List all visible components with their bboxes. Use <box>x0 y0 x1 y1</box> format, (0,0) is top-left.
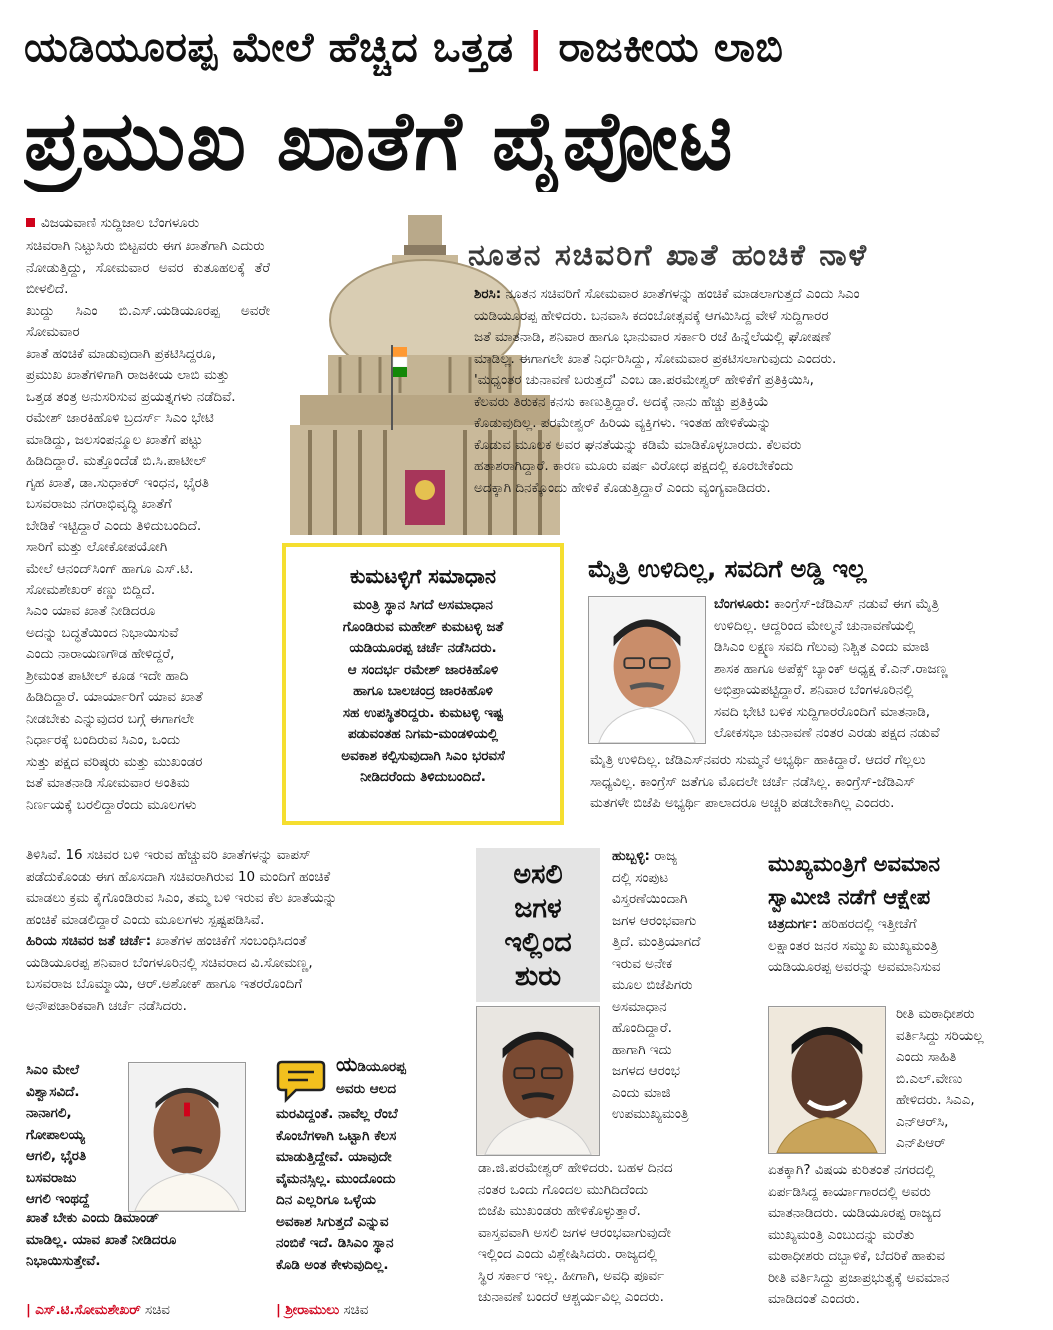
main-line: ನೋಡುತ್ತಿದ್ದು, ಸೋಮವಾರ ಅವರ ಕುತೂಹಲಕ್ಕೆ ತೆರೆ ಬೀಳಲಿದೆ. <box>26 259 270 297</box>
hubli-lead: ಹುಬ್ಬಳ್ಳಿ: <box>612 848 650 864</box>
main-line: ಸಿಎಂ ಯಾವ ಖಾತೆ ನೀಡಿದರೂ <box>26 603 156 619</box>
sriramulu-quote-lead <box>336 1054 470 1100</box>
hubli-line: ರಾಜ್ಯ <box>649 848 678 864</box>
sirsi-line: ಜತೆ ಮಾತನಾಡಿ, ಶನಿವಾರ ಹಾಗೂ ಭಾನುವಾರ ಸರ್ಕಾರಿ ರಜೆ ಹಿನ್ನೆಲೆಯಲ್ಲಿ ಘೋಷಣೆ <box>474 329 831 345</box>
subhead-line <box>26 931 450 953</box>
cm-line: ರೀತಿ ವರ್ತಿಸಿದ್ದು ಪ್ರಜಾಪ್ರಭುತ್ವಕ್ಕೆ ಅವಮಾನ <box>768 1269 950 1286</box>
subhead: ಹಿರಿಯ ಸಚಿವರ ಜತೆ ಚರ್ಚೆ: <box>26 933 152 949</box>
quote-line: ನಿಭಾಯಿಸುತ್ತೇವೆ. <box>26 1253 101 1269</box>
cm-line: ಏತಕ್ಕಾಗಿ? ವಿಷಯ ಕುರಿತಂತೆ ನಗರದಲ್ಲಿ <box>768 1162 935 1178</box>
main-line: ತಿಳಿಸಿವೆ. 16 ಸಚಿವರ ಬಳಿ ಇರುವ ಹೆಚ್ಚುವರಿ ಖಾತೆಗಳನ್ನು ವಾಪಸ್ <box>26 847 311 863</box>
quote-line: ನಂಬಿಕೆ ಇದೆ. ಡಿಸಿಎಂ ಸ್ಥಾನ <box>276 1235 394 1251</box>
supertitle-separator: | <box>528 23 544 71</box>
sirsi-line: 'ಮಧ್ಯಂತರ ಚುನಾವಣೆ ಬರುತ್ತದೆ' ಎಂಬ ಡಾ.ಪರಮೇಶ್ವರ್ ಹೇಳಿಕೆಗೆ ಪ್ರತಿಕ್ರಿಯಿಸಿ, <box>474 372 814 388</box>
hubli-story-body <box>612 846 752 1126</box>
hubli-line: ಅಸಮಾಧಾನ <box>612 998 667 1015</box>
cm-line: ಮಠಾಧೀಶರು ದಬ್ಬಾಳಿಕೆ, ಬೆದರಿಕೆ ಹಾಕುವ <box>768 1248 945 1264</box>
sirsi-line: ಕೊಡುವುದಿಲ್ಲ. ಪರಮೇಶ್ವರ್ ಹಿರಿಯ ವ್ಯಕ್ತಿಗಳು. ಇಂತಹ ಹೇಳಿಕೆಯನ್ನು <box>474 415 772 431</box>
main-line: ಖುದ್ದು ಸಿಎಂ ಬಿ.ಎಸ್.ಯಡಿಯೂರಪ್ಪ ಅವರೇ ಸೋಮವಾರ <box>26 302 270 340</box>
quote-line: ಸಿಎಂ ಮೇಲೆ <box>26 1062 80 1078</box>
maitri-line: ಅಭಿಪ್ರಾಯಪಟ್ಟಿದ್ದಾರೆ. ಶನಿವಾರ ಬೆಂಗಳೂರಿನಲ್ಲಿ <box>714 682 914 698</box>
cm-line: ಬಿ.ಎಲ್.ವೇಣು <box>896 1070 963 1087</box>
main-line: ಒತ್ತಡ ತಂತ್ರ ಅನುಸರಿಸುವ ಪ್ರಯತ್ನಗಳು ನಡೆದಿವೆ. <box>26 388 236 405</box>
sirsi-line: ಯಡಿಯೂರಪ್ಪ ಹೇಳಿದರು. ಬನವಾಸಿ ಕದಂಬೋತ್ಸವಕ್ಕೆ ಆಗಮಿಸಿದ್ದ ವೇಳೆ ಸುದ್ದಿಗಾರರ <box>474 307 829 324</box>
main-line: ಬಸವರಾಜ ಬೊಮ್ಮಾಯಿ, ಆರ್.ಅಶೋಕ್ ಹಾಗೂ ಇತರರೊಂದಿಗೆ <box>26 976 303 992</box>
hubli-title-line: ಶುರು <box>514 961 562 992</box>
somashekar-photo <box>128 1062 246 1212</box>
quote-line: ಆಗಲಿ, ಭೈರತಿ <box>26 1148 87 1164</box>
main-line: ರಮೇಶ್ ಜಾರಕಿಹೊಳಿ ಬ್ರದರ್ಸ್ ಸಿಎಂ ಭೇಟಿ <box>26 410 214 426</box>
sirsi-line: ಅದಕ್ಕಾಗಿ ದಿನಕ್ಕೊಂದು ಹೇಳಿಕೆ ಕೊಡುತ್ತಿದ್ದಾರೆ ಎಂದು ವ್ಯಂಗ್ಯವಾಡಿದರು. <box>474 479 771 496</box>
maitri-line: ಲೋಕಸಭಾ ಚುನಾವಣೆ ನಂತರ ಎರಡು ಪಕ್ಷದ ನಡುವೆ <box>714 725 940 741</box>
quote-line: ಗೋಪಾಲಯ್ಯ <box>26 1126 85 1143</box>
maitri-story-body <box>714 594 1030 745</box>
quote-line: ಕೊಂಬೆಗಳಾಗಿ ಒಟ್ಟಾಗಿ ಕೆಲಸ <box>276 1127 397 1144</box>
main-line: ನೀಡಬೇಕು ಎನ್ನುವುದರ ಬಗ್ಗೆ ಈಗಾಗಲೇ <box>26 710 195 727</box>
parameshwar-photo <box>476 1006 600 1156</box>
box-line: ಮಂತ್ರಿ ಸ್ಥಾನ ಸಿಗದೆ ಅಸಮಾಧಾನ <box>353 597 493 613</box>
hubli-line: ಇಲ್ಲಿಂದ ಎಂದು ವಿಶ್ಲೇಷಿಸಿದರು. ರಾಜ್ಯದಲ್ಲಿ <box>478 1246 657 1262</box>
cm-story-body <box>768 914 1030 979</box>
supertitle-left: ಯಡಿಯೂರಪ್ಪ ಮೇಲೆ ಹೆಚ್ಚಿದ ಒತ್ತಡ <box>24 23 514 71</box>
quote-line: ಡಿಯೂರಪ್ಪ <box>357 1059 406 1075</box>
main-line: ಸಚಿವರಾಗಿ ನಿಟ್ಟುಸಿರು ಬಿಟ್ಟವರು ಈಗ ಖಾತೆಗಾಗಿ ಎದುರು <box>26 238 265 254</box>
main-line: ಮಾಡಿದ್ದು, ಜಲಸಂಪನ್ಮೂಲ ಖಾತೆಗೆ ಪಟ್ಟು <box>26 431 203 448</box>
dateline <box>26 214 199 232</box>
cm-line: ಏರ್ಪಡಿಸಿದ್ದ ಕಾರ್ಯಾಗಾರದಲ್ಲಿ ಅವರು <box>768 1183 931 1200</box>
main-story-bottom <box>26 845 450 1017</box>
main-line: ಪಡೆದುಕೊಂಡು ಈಗ ಹೊಸದಾಗಿ ಸಚಿವರಾಗಿರುವ 10 ಮಂದಿಗೆ ಹಂಚಿಕೆ <box>26 868 331 885</box>
hubli-title-line: ಇಲ್ಲಿಂದ <box>504 927 572 958</box>
cm-story-body-wide <box>768 1160 1030 1311</box>
main-line: ಸುತ್ತು ಪಕ್ಷದ ವರಿಷ್ಠರು ಮತ್ತು ಮುಖಂಡರ <box>26 753 203 770</box>
quote-line: ಮಾಡುತ್ತಿದ್ದೇವೆ. ಯಾವುದೇ <box>276 1149 392 1165</box>
quote-line: ಖಾತೆ ಬೇಕು ಎಂದು ಡಿಮಾಂಡ್ <box>26 1210 160 1226</box>
headline: ಪ್ರಮುಖ ಖಾತೆಗೆ ಪೈಪೋಟಿ <box>24 94 734 189</box>
dateline-text: ವಿಜಯವಾಣಿ ಸುದ್ದಿಜಾಲ ಬೆಂಗಳೂರು <box>41 215 200 231</box>
hubli-line: ಇರುವ ಅನೇಕ <box>612 955 673 972</box>
hubli-line: ವಾಸ್ತವವಾಗಿ ಅಸಲಿ ಜಗಳ ಆರಂಭವಾಗುವುದೇ <box>478 1224 671 1241</box>
credit-name: ಎಸ್.ಟಿ.ಸೋಮಶೇಖರ್ <box>35 1302 141 1318</box>
kumatalli-box <box>282 543 564 825</box>
cm-line: ಯಡಿಯೂರಪ್ಪ ಅವರನ್ನು ಅವಮಾನಿಸುವ <box>768 959 941 975</box>
maitri-story-body-wide <box>590 750 1030 815</box>
sirsi-lead: ಶಿರಸಿ: <box>474 286 502 302</box>
box-line: ನೀಡಿದರೆಂದು ತಿಳಿದುಬಂದಿದೆ. <box>360 769 486 785</box>
credit-role: ಸಚಿವ <box>145 1302 170 1318</box>
main-line: ಗೃಹ ಖಾತೆ, ಡಾ.ಸುಧಾಕರ್ ಇಂಧನ, ಭೈರತಿ <box>26 474 209 491</box>
cm-title-line: ಮುಖ್ಯಮಂತ್ರಿಗೆ ಅವಮಾನ <box>768 852 941 876</box>
hubli-title-line: ಜಗಳ <box>514 893 562 924</box>
red-square-icon <box>26 218 35 227</box>
sirsi-line: ಹತಾಶರಾಗಿದ್ದಾರೆ. ಕಾರಣ ಮೂರು ವರ್ಷ ವಿರೋಧ ಪಕ್ಷದಲ್ಲಿ ಕೂರಬೇಕೆಂದು <box>474 458 794 474</box>
hubli-line: ವಿಸ್ತರಣೆಯಿಂದಾಗಿ <box>612 891 688 907</box>
venu-photo <box>768 1006 886 1154</box>
sriramulu-credit <box>276 1300 368 1320</box>
sirsi-story-body <box>474 284 1030 499</box>
hubli-line: ನಂತರ ಒಂದು ಗೊಂದಲ ಮುಗಿದಿದೆಂದು <box>478 1181 649 1198</box>
speech-bubble-icon <box>276 1058 326 1104</box>
cm-line: ಎನ್‌ಆರ್‌ಸಿ, <box>896 1113 949 1130</box>
main-line: ಮಾಡಲು ಕ್ರಮ ಕೈಗೊಂಡಿರುವ ಸಿಎಂ, ತಮ್ಮ ಬಳಿ ಇರುವ ಕೆಲ ಖಾತೆಯನ್ನು <box>26 890 338 906</box>
main-line: ಅನೌಪಚಾರಿಕವಾಗಿ ಚರ್ಚೆ ನಡೆಸಿದರು. <box>26 997 187 1014</box>
hubli-title-line: ಅಸಲಿ <box>513 859 563 890</box>
main-line: ಬೇಡಿಕೆ ಇಟ್ಟಿದ್ದಾರೆ ಎಂದು ತಿಳಿದುಬಂದಿದೆ. <box>26 517 202 534</box>
quote-line: ವಿಶ್ವಾಸವಿದೆ. <box>26 1083 80 1100</box>
sriramulu-quote-body <box>276 1104 470 1276</box>
rajanna-photo <box>588 596 706 744</box>
box-line: ಸಹ ಉಪಸ್ಥಿತರಿದ್ದರು. ಕುಮಟಳ್ಳಿ ಇಷ್ಟ <box>342 704 504 721</box>
quote-line: ಮರವಿದ್ದಂತೆ. ನಾವೆಲ್ಲ ರೆಂಬೆ <box>276 1106 398 1122</box>
maitri-line: ಡಿಸಿಎಂ ಲಕ್ಷ್ಮಣ ಸವದಿ ಗೆಲುವು ನಿಶ್ಚಿತ ಎಂದು ಮಾಜಿ <box>714 639 930 655</box>
hubli-line: ಸ್ಥಿರ ಸರ್ಕಾರ ಇಲ್ಲ. ಹೀಗಾಗಿ, ಅವಧಿ ಪೂರ್ವ <box>478 1267 665 1284</box>
hubli-story-title <box>476 848 600 1002</box>
box-line: ಯಡಿಯೂರಪ್ಪ ಚರ್ಚೆ ನಡೆಸಿದರು. <box>349 640 497 656</box>
hubli-line: ಡಾ.ಜಿ.ಪರಮೇಶ್ವರ್ ಹೇಳಿದರು. ಬಹಳ ದಿನದ <box>478 1160 673 1176</box>
quote-line: ಮಾಡಿಲ್ಲ. ಯಾವ ಖಾತೆ ನೀಡಿದರೂ <box>26 1231 177 1248</box>
hubli-line: ತ್ತಿದೆ. ಮಂತ್ರಿಯಾಗದೆ <box>612 934 701 950</box>
hubli-line: ಜಗಳ ಆರಂಭವಾಗು <box>612 912 697 929</box>
main-story-middle <box>26 601 280 816</box>
box-line: ಅವಕಾಶ ಕಲ್ಪಿಸುವುದಾಗಿ ಸಿಎಂ ಭರವಸೆ <box>341 747 505 764</box>
quote-line: ನಾನಾಗಲಿ, <box>26 1105 72 1121</box>
box-line: ಆ ಸಂದರ್ಭ ರಮೇಶ್ ಜಾರಕಿಹೊಳಿ <box>347 661 499 678</box>
hubli-line: ಬಿಜೆಪಿ ಮುಖಂಡರು ಹೇಳಿಕೊಳ್ಳುತ್ತಾರೆ. <box>478 1203 641 1219</box>
maitri-line: ಕಾಂಗ್ರೆಸ್-ಜೆಡಿಎಸ್ ನಡುವೆ ಈಗ ಮೈತ್ರಿ <box>769 596 939 612</box>
cm-line: ಮಾತನಾಡಿದರು. ಯಡಿಯೂರಪ್ಪ ರಾಜ್ಯದ <box>768 1205 941 1221</box>
cm-line: ಮಾಡಿದಂತೆ ಎಂದರು. <box>768 1291 860 1307</box>
main-line: ಮೇಲೆ ಆನಂದ್‌ಸಿಂಗ್ ಹಾಗೂ ಎಸ್.ಟಿ. <box>26 560 194 577</box>
main-line: ಹಿಡಿದಿದ್ದಾರೆ. ಮತ್ತೊಂದೆಡೆ ಬಿ.ಸಿ.ಪಾಟೀಲ್ <box>26 453 207 469</box>
hubli-line: ಚುನಾವಣೆ ಬಂದರೆ ಆಶ್ಚರ್ಯವಿಲ್ಲ ಎಂದರು. <box>478 1289 664 1305</box>
quote-line: ವೈಮನಸ್ಸಿಲ್ಲ. ಮುಂದೊಂದು <box>276 1170 396 1187</box>
maitri-line: ಸವದಿ ಭೇಟಿ ಬಳಿಕ ಸುದ್ದಿಗಾರರೊಂದಿಗೆ ಮಾತನಾಡಿ, <box>714 703 931 720</box>
cm-story-title <box>768 848 1030 914</box>
box-line: ಹಾಗೂ ಬಾಲಚಂದ್ರ ಜಾರಕಿಹೊಳಿ <box>353 683 493 699</box>
somashekar-quote-lead <box>26 1060 130 1211</box>
quote-line: ದಿನ ಎಲ್ಲರಿಗೂ ಒಳ್ಳೆಯ <box>276 1192 376 1208</box>
quote-line: ಕೊಡಿ ಅಂತ ಕೇಳುವುದಿಲ್ಲ. <box>276 1256 389 1273</box>
cm-story-body-side <box>896 1004 1030 1155</box>
maitri-line: ಉಳಿದಿಲ್ಲ. ಆದ್ದರಿಂದ ಮೇಲ್ಮನೆ ಚುನಾವಣೆಯಲ್ಲಿ <box>714 617 916 634</box>
sirsi-line: ಕೆಲವರು ತಿರುಕನ ಕನಸು ಕಾಣುತ್ತಿದ್ದಾರೆ. ಅದಕ್ಕೆ ನಾನು ಹೆಚ್ಚು ಪ್ರತಿಕ್ರಿಯೆ <box>474 393 769 410</box>
cm-line: ವರ್ತಿಸಿದ್ದು ಸರಿಯಲ್ಲ <box>896 1027 984 1044</box>
main-line: ನಿರ್ಣಯಕ್ಕೆ ಬರಲಿದ್ದಾರೆಂದು ಮೂಲಗಳು <box>26 796 197 813</box>
box-line: ಗೊಂಡಿರುವ ಮಹೇಶ್ ಕುಮಟಳ್ಳಿ ಜತೆ <box>342 618 504 635</box>
sirsi-story-title: ನೂತನ ಸಚಿವರಿಗೆ ಖಾತೆ ಹಂಚಿಕೆ ನಾಳೆ <box>468 238 869 273</box>
main-line: ಎಂದು ನಾರಾಯಣಗೌಡ ಹೇಳಿದ್ದರೆ, <box>26 646 175 662</box>
drop-cap: ಯ <box>336 1052 358 1076</box>
quote-line: ಅವರು ಆಲದ <box>336 1080 397 1097</box>
maitri-line: ಶಾಸಕ ಹಾಗೂ ಅಪೆಕ್ಸ್ ಬ್ಯಾಂಕ್ ಅಧ್ಯಕ್ಷ ಕೆ.ಎನ್.ರಾಜಣ್ಣ <box>714 660 949 677</box>
sirsi-line: ಮಾಡಿಲ್ಲ. ಈಗಾಗಲೇ ಖಾತೆ ನಿರ್ಧರಿಸಿದ್ದು, ಸೋಮವಾರ ಪ್ರಕಟಿಸಲಾಗುವುದು ಎಂದರು. <box>474 350 837 367</box>
hubli-line: ಜಗಳದ ಆರಂಭ <box>612 1063 680 1079</box>
cm-line: ಎನ್‌ಪಿಆರ್ <box>896 1135 946 1151</box>
hubli-line: ಹೊಂದಿದ್ದಾರೆ. <box>612 1020 672 1036</box>
main-line: ಪ್ರಮುಖ ಖಾತೆಗಳಿಗಾಗಿ ರಾಜಕೀಯ ಲಾಬಿ ಮತ್ತು <box>26 367 230 383</box>
hubli-line: ದಲ್ಲಿ ಸಂಪುಟ <box>612 869 669 886</box>
maitri-line: ಸಾಧ್ಯವಿಲ್ಲ. ಕಾಂಗ್ರೆಸ್ ಜತೆಗೂ ಮೊದಲೇ ಚರ್ಚೆ ನಡೆಸಿಲ್ಲ. ಕಾಂಗ್ರೆಸ್-ಜೆಡಿಎಸ್ <box>590 773 916 790</box>
hubli-story-body-wide <box>478 1158 752 1309</box>
main-line: ಬಸವರಾಜು ನಗರಾಭಿವೃದ್ಧಿ ಖಾತೆಗೆ <box>26 496 172 512</box>
quote-line: ಬಸವರಾಜು <box>26 1169 77 1186</box>
main-line: ಸಾರಿಗೆ ಮತ್ತು ಲೋಕೋಪಯೋಗಿ <box>26 539 168 555</box>
maitri-lead: ಬೆಂಗಳೂರು: <box>714 596 770 612</box>
maitri-story-title: ಮೈತ್ರಿ ಉಳಿದಿಲ್ಲ, ಸವದಿಗೆ ಅಡ್ಡಿ ಇಲ್ಲ <box>588 555 867 583</box>
hubli-line: ಉಪಮುಖ್ಯಮಂತ್ರಿ <box>612 1106 689 1122</box>
maitri-line: ಮೈತ್ರಿ ಉಳಿದಿಲ್ಲ. ಜೆಡಿಎಸ್‌ನವರು ಸುಮ್ಮನೆ ಅಭ್ಯರ್ಥಿ ಹಾಕಿದ್ದಾರೆ. ಆದರೆ ಗೆಲ್ಲಲು <box>590 752 926 768</box>
maitri-line: ಮತಗಳೇ ಬಿಜೆಪಿ ಅಭ್ಯರ್ಥಿ ಪಾಲಾದರೂ ಅಚ್ಚರಿ ಪಡಬೇಕಾಗಿಲ್ಲ ಎಂದರು. <box>590 795 895 811</box>
sirsi-line: ನೂತನ ಸಚಿವರಿಗೆ ಸೋಮವಾರ ಖಾತೆಗಳನ್ನು ಹಂಚಿಕೆ ಮಾಡಲಾಗುತ್ತದೆ ಎಂದು ಸಿಎಂ <box>501 286 860 302</box>
cm-line: ರೀತಿ ಮಠಾಧೀಶರು <box>896 1006 975 1022</box>
box-line: ಪಡುವಂತಹ ನಿಗಮ-ಮಂಡಳಿಯಲ್ಲಿ <box>347 726 499 742</box>
main-line: ಹಿಡಿದಿದ್ದಾರೆ. ಯಾರ್ಯಾರಿಗೆ ಯಾವ ಖಾತೆ <box>26 689 203 705</box>
main-line: ಖಾತೆ ಹಂಚಿಕೆ ಮಾಡುವುದಾಗಿ ಪ್ರಕಟಿಸಿದ್ದರೂ, <box>26 345 216 362</box>
somashekar-credit <box>26 1300 170 1320</box>
kumatalli-box-title: ಕುಮಟಳ್ಳಿಗೆ ಸಮಾಧಾನ <box>350 564 496 588</box>
main-line: ನಿರ್ಧಾರಕ್ಕೆ ಬಂದಿರುವ ಸಿಎಂ, ಒಂದು <box>26 732 181 748</box>
main-line: ಹಂಚಿಕೆ ಮಾಡಲಿದ್ದಾರೆ ಎಂದು ಮೂಲಗಳು ಸ್ಪಷ್ಟಪಡಿಸಿವೆ. <box>26 911 265 928</box>
main-line: ಸೋಮಶೇಖರ್ ಕಣ್ಣು ಬಿದ್ದಿದೆ. <box>26 582 156 598</box>
main-story-top <box>26 236 270 602</box>
cm-title-line: ಸ್ವಾಮೀಜಿ ನಡೆಗೆ ಆಕ್ಷೇಪ <box>768 885 931 909</box>
sirsi-line: ಕೊಡುವ ಮೂಲಕ ಅವರ ಘನತೆಯನ್ನು ಕಡಿಮೆ ಮಾಡಿಕೊಳ್ಳಬಾರದು. ಕೆಲವರು <box>474 436 802 453</box>
cm-line: ಮುಖ್ಯಮಂತ್ರಿ ಎಂಬುದನ್ನು ಮರೆತು <box>768 1226 915 1243</box>
cm-line: ಹೇಳಿದರು. ಸಿಎಎ, <box>896 1092 975 1108</box>
subhead-text: ಖಾತೆಗಳ ಹಂಚಿಕೆಗೆ ಸಂಬಂಧಿಸಿದಂತೆ <box>151 933 307 949</box>
main-line: ಶ್ರೀಮಂತ ಪಾಟೀಲ್ ಕೂಡ ಇದೇ ಹಾದಿ <box>26 667 189 684</box>
hubli-line: ಹಾಗಾಗಿ ಇದು <box>612 1041 672 1058</box>
credit-role: ಸಚಿವ <box>343 1302 369 1318</box>
credit-bar: | <box>276 1302 281 1318</box>
supertitle <box>24 18 1034 76</box>
quote-line: ಅವಕಾಶ ಸಿಗುತ್ತದೆ ಎನ್ನುವ <box>276 1213 389 1230</box>
cm-line: ಲಕ್ಷಾಂತರ ಜನರ ಸಮ್ಮುಖ ಮುಖ್ಯಮಂತ್ರಿ <box>768 937 938 954</box>
hubli-line: ಮೂಲ ಬಿಜೆಪಿಗರು <box>612 977 693 993</box>
cm-line: ಹರಿಹರದಲ್ಲಿ ಇತ್ತೀಚೆಗೆ <box>817 916 917 932</box>
supertitle-right: ರಾಜಕೀಯ ಲಾಬಿ <box>558 23 784 71</box>
cm-lead: ಚಿತ್ರದುರ್ಗ: <box>768 916 818 932</box>
main-line: ಜತೆ ಮಾತನಾಡಿ ಸೋಮವಾರ ಅಂತಿಮ <box>26 775 190 791</box>
cm-line: ಎಂದು ಸಾಹಿತಿ <box>896 1049 957 1065</box>
quote-line: ಆಗಲಿ ಇಂಥದ್ದೆ <box>26 1191 90 1207</box>
main-line: ಯಡಿಯೂರಪ್ಪ ಶನಿವಾರ ಬೆಂಗಳೂರಿನಲ್ಲಿ ಸಚಿವರಾದ ವಿ.ಸೋಮಣ್ಣ, <box>26 954 313 971</box>
credit-name: ಶ್ರೀರಾಮುಲು <box>285 1302 340 1318</box>
hubli-line: ಎಂದು ಮಾಜಿ <box>612 1084 671 1101</box>
main-line: ಅದನ್ನು ಬದ್ಧತೆಯಿಂದ ನಿಭಾಯಿಸುವೆ <box>26 624 179 641</box>
kumatalli-box-body <box>300 595 546 789</box>
credit-bar: | <box>26 1302 31 1318</box>
somashekar-quote-body <box>26 1208 258 1273</box>
